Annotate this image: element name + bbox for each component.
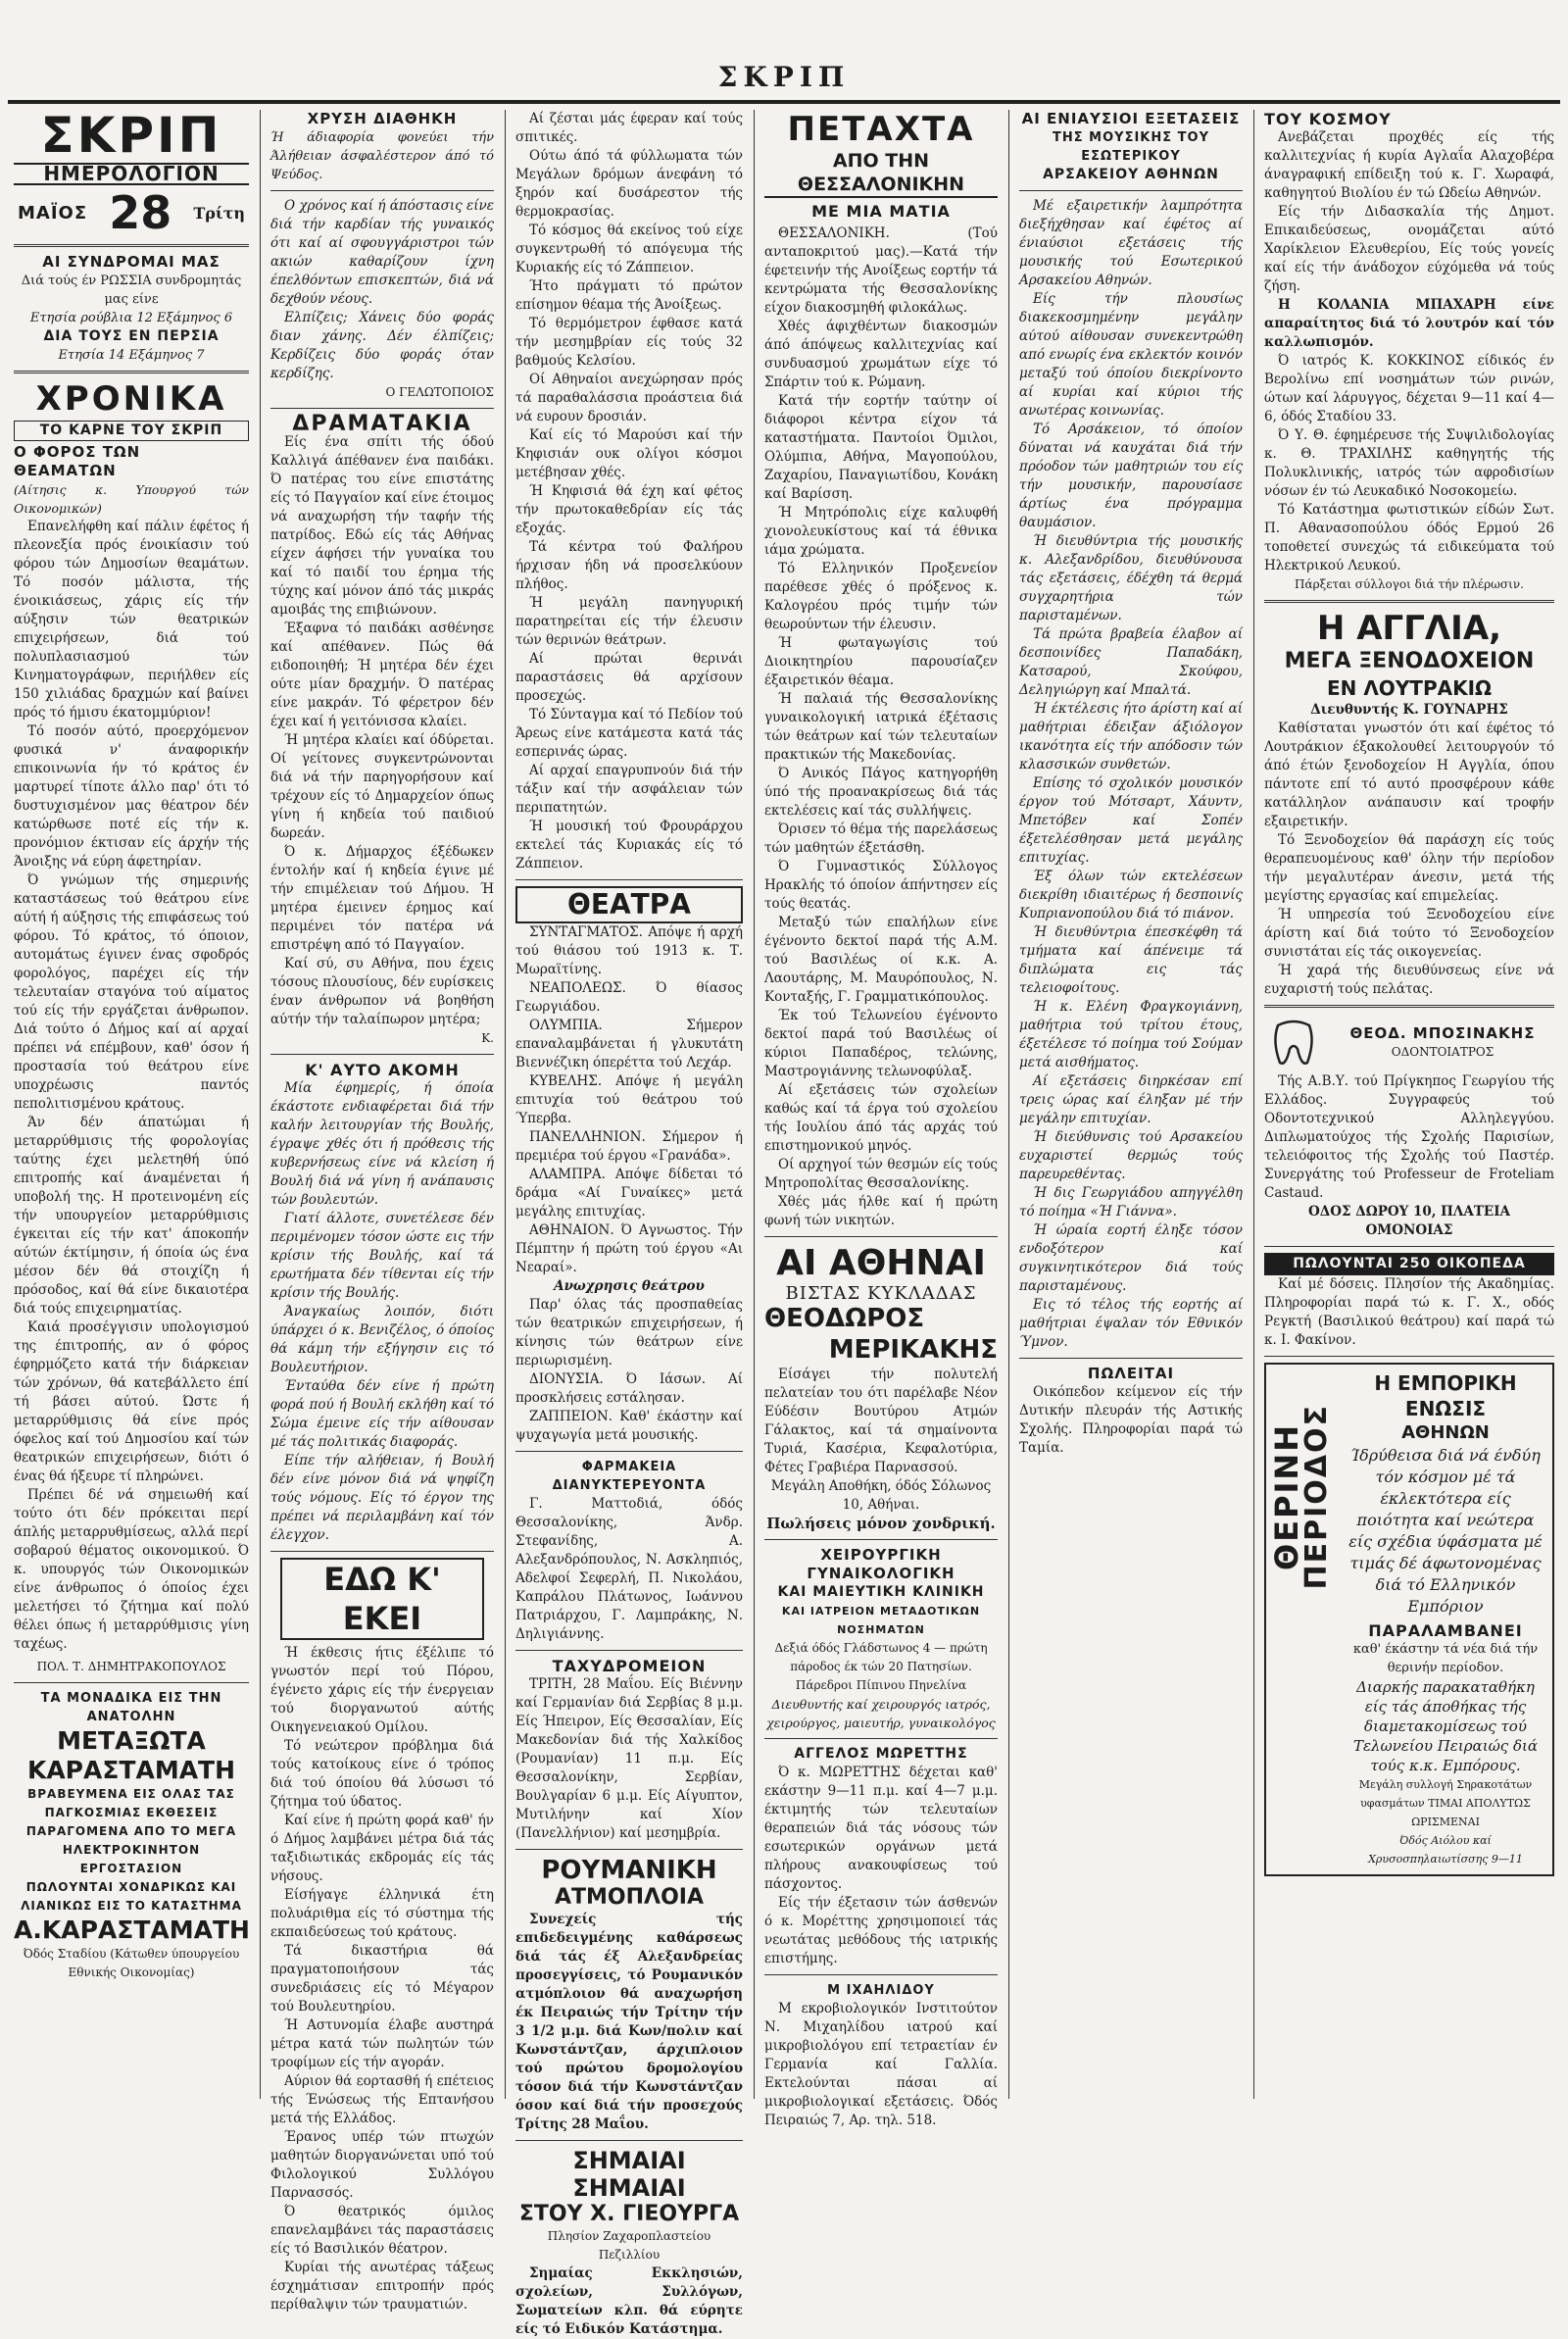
ad-address: Μεγάλη Αποθήκη, όδός Σόλωνος 10, Αθήναι. [770, 1478, 992, 1513]
article-signature: Κ. [481, 1031, 494, 1045]
subsection-title: Ανωχρησις θεάτρου [554, 1278, 705, 1294]
news-item: Η ΚΟΛΑΝΙΑ ΜΠΑΧΑΡΗ είνε απαραίτητος διά τό λουτρόν καί τόν καλλωπισμόν. [1264, 297, 1554, 350]
section-title: ΧΡΟΝΙΚΑ [35, 379, 227, 419]
news-item: Ή παλαιά τής Θεσσαλονίκης γυναικολογική ιατρικά έξέτασις τών θεάτρων καί τών τελευταίων πρακτικών τής Μακεδονίας. [764, 691, 998, 763]
ad-headline: ΠΩΛΕΙΤΑΙ [1087, 1365, 1175, 1382]
article-paragraph: Πρέπει δέ νά σημειωθή καί τούτο ότι δέν πρόκειται περί άπλής μεταρρυθμίσεως, αλλά περί σοβαρού θέματος οικονομικού. Ό κ. υπουργός τών Οικονομικών είνε άνθρωπος ό όποίος έχει μελετήσει τό ζήτημα καί πολύ θέλει όπως ή μεταρρύθμισις γίνη ταχέως. [14, 1487, 249, 1652]
ad-line: ΤΑ ΜΟΝΑΔΙΚΑ ΕΙΣ ΤΗΝ ΑΝΑΤΟΛΗΝ [40, 1691, 222, 1724]
divider [1264, 1356, 1554, 1357]
divider [515, 879, 743, 880]
ad-line: καθ' έκάστην τά νέα διά τήν θερινήν περίοδον. [1352, 1642, 1539, 1675]
ad-address: Δεξιά όδός Γλάδστωνος 4 — πρώτη πάροδος έκ τών 20 Πατησίων. Πάρεδροι Πίπινου Πηνελίνα [774, 1641, 988, 1692]
article-paragraph: Ελπίζεις; Χάνεις δύο φοράς διαν χάνης. Δέν έλπίζεις; Κερδίζεις δύο φοράς όταν κερδίζης. [270, 310, 494, 381]
column-rule [260, 110, 261, 2099]
section-title: ΔΡΑΜΑΤΑΚΙΑ [292, 412, 472, 436]
divider [14, 371, 249, 373]
news-item: ΘΕΣΣΑΛΟΝΙΚΗ. (Τού ανταποκριτού μας).—Κατά τήν έφετεινήν τής Ανοίξεως εορτήν τά κεντρώματα τής Θεσσαλονίκης είχον διακοσμηθή φιλοκάλως. [764, 225, 998, 316]
article-paragraph: Έξαφνα τό παιδάκι ασθένησε καί απέθανεν. Πώς θά ειδοποιηθή; Ή μητέρα δέν έχει ούτε μίαν δραχμήν. Ό πατέρας είνε μακράν. Τό φέρετρον δέν έχει καί ή γειτόνισσα κλαίει. [270, 621, 494, 729]
column-rule [754, 110, 755, 2099]
divider [14, 1682, 249, 1683]
news-item: Καί είς τό Μαρούσι καί τήν Κηφισιάν ουκ ολίγοι κόσμοι μετέβησαν χθές. [515, 427, 743, 480]
article-paragraph: Ή ώραία εορτή έληξε τόσον ενδοξότερον καί συγκινητικότερον διά τούς παρισταμένους. [1019, 1222, 1243, 1294]
ad-text: Συνεχείς τής επιδεδειγμένης καθάρσεως διά τάς έξ Αλεξανδρείας προσεγγίσεις, τό Ρουμανικόν ατμόπλοιον θά αναχωρήση έκ Πειραιώς τήν Τρίτην τήν 3 1/2 μ.μ. διά Κων/πολιν καί Κωνστάντζαν, άρχιπλοιον τού πρώτου δρομολογίου τόσον διά τήν Κωνστάντζαν όσον καί διά τήν προσεχούς Τρίτης 28 Μαΐου. [515, 1912, 743, 2132]
ad-headline: ΕΝ ΛΟΥΤΡΑΚΙΩ [1326, 676, 1493, 700]
ad-line: ΒΡΑΒΕΥΜΕΝΑ ΕΙΣ ΟΛΑΣ ΤΑΣ ΠΑΓΚΟΣΜΙΑΣ ΕΚΘΕΣΕΙΣ [27, 1787, 235, 1819]
divider [515, 2140, 743, 2141]
section-title: ΕΔΩ Κ' ΕΚΕΙ [280, 1558, 484, 1640]
ad-headline: ΚΑΙ ΜΑΙΕΥΤΙΚΗ ΚΛΙΝΙΚΗ [777, 1584, 985, 1600]
advertisement-merikakis [764, 1243, 998, 1533]
news-item: Οί αρχηγοί τών θεσμών είς τούς Μητροπολίτας Θεσσαλονίκης. [764, 1157, 998, 1191]
column-5 [1013, 110, 1249, 2099]
divider [515, 1451, 743, 1452]
article-paragraph: Ή δις Γεωργιάδου απηγγέλθη τό ποίημα «Ή Γιάννα». [1019, 1185, 1243, 1219]
news-item: Είς τήν Διδασκαλία τής Δημοτ. Επικαιδεύσεως, ονομάζεται αύτό Χαρίκλειον Ελευθερίου, Είς τούς γονείς καί είς τήν άνάδοχον εύχόμεθα νά τούς ζήση. [1264, 204, 1554, 294]
article-paragraph: Ή διευθύντρια έπεσκέφθη τά τμήματα καί άπένειμε τά διπλώματα εις τάς τελειοφοίτους. [1019, 924, 1243, 996]
divider [764, 1236, 998, 1237]
news-item: Ή έκθεσις ήτις έξέλιπε τό γνωστόν περί τού Πόρου, έγένετο χάρις είς τήν ένεργειαν τού διοργανωτού αύτής Οικηγενειακού Ομίλου. [270, 1645, 494, 1735]
advertisement-dentist [1264, 1014, 1554, 1072]
article-paragraph: Είς ένα σπίτι τής όδού Καλλιγά άπέθανεν ένα παιδάκι. Ό πατέρας του είνε επιστάτης είς τό Παγγαίον καί είνε έτοιμος νά αναχωρήση τήν ταφήν τής πατρίδος. Εδώ είς τάς Αθήνας είχεν άφήσει τήν γυναίκα του καί τό παιδί του έρημα τής τύχης καί μόνον άπό τάς μικράς αμοιβάς της επιβιώνουν. [270, 434, 494, 618]
divider [270, 1551, 494, 1552]
ad-headline: ΣΗΜΑΙΑΙ [572, 2147, 686, 2174]
article-paragraph: Άναγκαίως λοιπόν, διότι ύπάρχει ό κ. Βενιζέλος, ό όποίος θά κάμη τήν εξήγησιν εις τό Βουλευτήριον. [270, 1304, 494, 1375]
article-paragraph: Ή διεύθυνσις τού Αρσακείου ευχαριστεί θερμώς τούς παρευρεθέντας. [1019, 1129, 1243, 1182]
section-subtitle: ΜΕ ΜΙΑ ΜΑΤΙΑ [811, 202, 951, 221]
masthead [0, 0, 1568, 98]
ad-headline: ΡΟΥΜΑΝΙΚΗ [541, 1856, 717, 1885]
news-item: Πάρξεται σύλλογοι διά τήν πλέρωσιν. [1295, 577, 1524, 591]
article-title: ΑΡΣΑΚΕΙΟΥ ΑΘΗΝΩΝ [1043, 167, 1219, 182]
news-item: Τό νεώτερον πρόβλημα διά τούς κατοίκους είνε ό τρόπος διά τού όποίου θά λύσωσι τό ζήτημα τού ύδατος. [270, 1738, 494, 1810]
subscriptions-line: ΔΙΑ ΤΟΥΣ ΕΝ ΠΕΡΣΙΑ [43, 328, 220, 344]
subscriptions-line: Διά τούς έν ΡΩΣΣΙΑ συνδρομητάς μας είνε [21, 274, 242, 307]
article-paragraph: Ό κ. Δήμαρχος έξέδωκεν έντολήν καί ή κηδεία έγινε μέ τήν επιμέλειαν τού Δήμου. Ή μητέρα έμεινεν έρημος καί περιμένει τόν πατέρα νά επιστρέψη από τό Παγγαίον. [270, 844, 494, 953]
masthead-rule [8, 100, 1560, 104]
ad-text: Ίδρύθεισα διά νά ένδύη τόν κόσμον μέ τά έκλεκτότερα είς ποιότητα καί νεώτερα είς σχέδια ύφάσματα μέ τιμάς δέ άφωτονομένας διά τό Ελληνικόν Εμπόριον [1348, 1446, 1543, 1616]
ad-address: Πλησίον Ζαχαροπλαστείου Πεζιλλίου [547, 2229, 711, 2262]
pharmacy-list: Γ. Ματτοδιά, όδός Θεσσαλονίκης, Άνδρ. Στεφανίδης, Α. Αλεξανδρόπουλος, Ν. Ασκληπιός, Αδελφοί Σεφερλή, Π. Νικολάου, Καπράλου Πλάτωνος, Ιωάννου Πατριάρχου, Γ. Λαμπράκης, Ν. Δηλιγιάννης. [515, 1496, 743, 1642]
news-item: Ανεβάζεται προχθές είς τής καλλιτεχνίας ή κυρία Αγλαΐα Αλαχοβέρα άναγραφική επίδειξη τού κ. Γ. Χωραφά, καθηγητού Βιολίου έν τώ Ωδείω Αθηνών. [1264, 129, 1554, 201]
news-item: Ήτο πράγματι τό πρώτον επίσημον θέαμα τής Άνοίξεως. [515, 278, 743, 313]
ad-text: Μ εκροβιολογικόν Ινστιτούτον Ν. Μιχαηλίδου ιατρού καί μικροβιολόγου επί τετραετίαν έν Γερμανία καί Γαλλία. Εκτελούνται πάσαι αί μικροβιολογικαί εξετάσεις. Όδός Πειραιώς 7, Αρ. τηλ. 518. [764, 2001, 998, 2128]
divider [764, 1738, 998, 1739]
article-paragraph: Μέ εξαιρετικήν λαμπρότητα διεξήχθησαν καί έφέτος αί ένιαύσιοι εξετάσεις τής μουσικής τού Εσωτερικού Αρσακείου Αθηνών. [1019, 198, 1243, 288]
ad-headline: Η ΕΜΠΟΡΙΚΗ ΕΝΩΣΙΣ [1374, 1371, 1517, 1420]
section-title: ΤΟΥ ΚΟΣΜΟΥ [1264, 110, 1392, 128]
advertisement-karastamati [14, 1689, 249, 1982]
column-1 [8, 107, 255, 2099]
divider [14, 244, 249, 247]
ad-brand: ΣΤΟΥ Χ. ΓΙΕΟΥΡΓΑ [518, 2202, 740, 2226]
theater-listing: ΣΥΝΤΑΓΜΑΤΟΣ. Απόψε ή αρχή τού θιάσου τού 1913 κ. Τ. Μωραϊτίνης. [515, 924, 743, 977]
news-item: Αί αρχαί επαγρυπνούν διά τήν τάξιν καί τήν ασφάλειαν τών περιπατητών. [515, 763, 743, 816]
news-item: Ό θεατρικός όμιλος επανελαμβάνει τάς παραστάσεις είς τό Βασιλικόν θέατρον. [270, 2204, 494, 2257]
article-paragraph: Εις τό τέλος τής εορτής αί μαθήτριαι έψαλαν τόν Εθνικόν Ύμνον. [1019, 1297, 1243, 1350]
ad-headline: ΠΑΡΑΛΑΜΒΑΝΕΙ [1368, 1621, 1523, 1640]
theater-listing: ΑΘΗΝΑΙΟΝ. Ό Αγνωστος. Τήν Πέμπτην ή πρώτη τού έργου «Αι Νεαραί». [515, 1222, 743, 1275]
subscriptions-line: Ετησία ρούβλια 12 Εξάμηνος 6 [29, 311, 233, 325]
news-item: Αί ζέσται μάς έφεραν καί τούς σπιτικές. [515, 111, 743, 145]
news-item: Τά κέντρα τού Φαλήρου ήρχισαν ήδη νά προσελκύουν πλήθος. [515, 539, 743, 592]
article-signature: Ο ΓΕΛΩΤΟΠΟΙΟΣ [385, 385, 494, 399]
ad-address: ΟΔΟΣ ΔΩΡΟΥ 10, ΠΛΑΤΕΙΑ ΟΜΟΝΟΙΑΣ [1308, 1204, 1510, 1238]
news-item: Αί εξετάσεις τών σχολείων καθώς καί τά έργα τού σχολείου τής Ιουλίου άπό τάς αρχάς τού επιστημονικού μηνός. [764, 1082, 998, 1154]
article-paragraph: Είπε τήν αλήθειαν, ή Βουλή δέν είνε μόνον διά νά ψηφίζη τούς νόμους. Είς τό έργον της πρέπει νά περιλαμβάνη καί τόν έλεγχον. [270, 1453, 494, 1543]
divider [764, 1974, 998, 1975]
divider [1264, 1005, 1554, 1008]
ad-address: Όδός Αιόλου καί Χρυσοσπηλαιωτίσσης 9—11 [1368, 1834, 1523, 1866]
article-paragraph: Γιατί άλλοτε, συνετέλεσε δέν περιμένομεν τόσον ώστε εις τήν κρίσιν τής Βουλής, καί τά ερωτήματα δέν τίθενται είς τήν κρίσιν τής Βουλής. [270, 1211, 494, 1301]
ad-address: Όδός Σταδίου (Κάτωθεν ύπουργείου Εθνικής Οικονομίας) [23, 1947, 240, 1979]
news-item: Ό Ανικός Πάγος κατηγορήθη ύπό τής προανακρίσεως διά τάς εκτελέσεις καί τάς συλλήψεις. [764, 766, 998, 819]
news-item: Αύριον θά εορτασθή ή επέτειος τής Ένώσεως τής Επτανήσου μετά τής Ελλάδος. [270, 2073, 494, 2126]
article-paragraph: Ή μητέρα κλαίει καί όδύρεται. Οί γείτονες συγκεντρώνονται διά νά τήν παρηγορήσουν καί τρέχουν είς τό Δημαρχείον όπως γίνη ή κηδεία τού παιδιού δωρεάν. [270, 732, 494, 841]
section-title: ΧΡΥΣΗ ΔΙΑΘΗΚΗ [307, 110, 458, 127]
news-item: Τό θερμόμετρον έφθασε κατά τήν μεσημβρίαν είς τούς 32 βαθμούς Κελσίου. [515, 316, 743, 369]
divider [515, 1650, 743, 1651]
column-3 [510, 110, 749, 2337]
ad-text: Οικόπεδον κείμενον είς τήν Δυτικήν πλευράν τής Αστικής Σχολής. Πληροφορίαι παρά τώ Ταμία. [1019, 1384, 1243, 1456]
section-title: ΦΑΡΜΑΚΕΙΑ ΔΙΑΝΥΚΤΕΡΕΥΟΝΤΑ [552, 1460, 707, 1493]
ad-brand: ΜΕΡΙΚΑΚΗΣ [828, 1335, 998, 1365]
ad-text: Σημαίας Εκκλησιών, σχολείων, Συλλόγων, Σωματείων κλπ. θά εύρητε είς τό Ειδικόν Κατάστημα. [515, 2265, 743, 2337]
tooth-icon [1264, 1014, 1323, 1072]
advertisement-emporiki [1264, 1363, 1554, 1876]
ad-vertical-label: ΘΕΡΙΝΗ [1268, 1423, 1305, 1570]
article-paragraph: Ο χρόνος καί ή άπόστασις είνε διά τήν καρδίαν τής γυναικός ότι καί αί σφουγγάριστροι τών ακιών καθαρίζουν ίχνη έπελθόντων επισκεπτών, διά νά δεχθούν νέους. [270, 198, 494, 307]
column-4 [759, 110, 1004, 2128]
ad-headline: ΜΕΤΑΞΩΤΑ ΚΑΡΑΣΤΑΜΑΤΗ [26, 1726, 236, 1784]
article-paragraph: Τό ποσόν αύτό, προερχόμενον φυσικά ν' άναφορικήν επικοινωνία ήν τό κράτος έν μαρτυρεί τίποτε άλλο παρ' ότι τό δυστυχισμένον μας θέατρον δέν κατώρθωσε ποτέ είς τήν κ. προνόμιον έκτισαν είς άρχήν τής Άνοιξης νά εύρη άφετηρίαν. [14, 723, 249, 870]
news-item: Ή μουσική τού Φρουράρχου εκτελεί τάς Κυριακάς είς τό Ζάππειον. [515, 819, 743, 871]
ad-headline: Η ΑΓΓΛΙΑ, [1316, 609, 1502, 648]
article-paragraph: Μία έφημερίς, ή όποία έκάστοτε ενδιαφέρεται διά τήν καλήν λειτουργίαν τής Βουλής, έγραψε χθές ότι ή πρόθεσις τής κυβερνήσεως είνε νά κλείση ή Βουλή διά νά γίνη ή ανάπαυσις τών βουλευτών. [270, 1080, 494, 1208]
ad-brand: ΘΕΟΔΩΡΟΣ [764, 1304, 925, 1333]
ad-line: ΒΙΣΤΑΣ ΚΥΚΛΑΔΑΣ [785, 1283, 977, 1304]
divider [1019, 1358, 1243, 1359]
article-paragraph: Έξ όλων τών εκτελέσεων διεκρίθη ιδιαιτέρως ή δεσποινίς Κυπριανοπούλου διά τό πιάνον. [1019, 869, 1243, 921]
article-paragraph: Καιά προσέγγισιν υπολογισμού της έπιτροπής, αν ό φόρος έφηρμόζετο κατά τήν διάρκειαν τών χρόνων, θά κατεβάλλετο έπί τή βάσει αύτού. Ώστε ή μεταρρύθμισις θά είνε πρός όφελος καί τού Δημοσίου καί τών θεατρικών επιχειρήσεων, διότι ό ένας θά ήξευρε τί πληρώνει. [14, 1319, 249, 1484]
news-item: Κατά τήν εορτήν ταύτην οί διάφοροι κέντρα είχον τά καταστήματα. Παντοίοι Όμιλοι, Ολύμπια, Αθήνα, Μαγοπούλου, Ζαχαρίου, Παναγιωτίδου, Κονάκη καί Βαρίσση. [764, 393, 998, 502]
article-paragraph: Ό γνώμων τής σημερινής καταστάσεως τού θεάτρου είνε αύτή ή αύξησις τής επιφάσεως τού φόρου. Τό κράτος, τό όποιον, αυτομάτως έγινεν ένας σφοδρός φορολόγος, παρέχει είς τήν τελευταίαν σταγόνα τού αίματος τού είς τήν εργάζεται άνθρωπον. Διά τούτο ό Δήμος καί αί αρχαί πρέπει νά επέμβουν, καθ' όσον ή προστασία τού θεάτρου είνε υποχρέωσις παντός πεπολιτισμένου κράτους. [14, 872, 249, 1112]
ad-text: Είς τήν έξετασιν τών άσθενών ό κ. Μορέττης χρησιμοποιεί τάς νεωτάτας μεθόδους τής ιατρικής επιστήμης. [764, 1895, 998, 1966]
ad-line: Πωλήσεις μόνον χονδρική. [766, 1515, 996, 1532]
news-item: Ό ιατρός Κ. ΚΟΚΚΙΝΟΣ είδικός έν Βερολίνω επί νοσημάτων τών ρινών, ώτων καί λάρυγγος, δέχεται 9—11 καί 4—6, όδός Σταδίου 33. [1264, 353, 1554, 424]
date-block [14, 187, 249, 238]
theater-listing: ΑΛΑΜΠΡΑ. Απόψε δίδεται τό δράμα «Αί Γυναίκες» μετά μεγάλης επιτυχίας. [515, 1167, 743, 1219]
section-subtitle: ΑΠΟ ΤΗΝ ΘΕΣΣΑΛΟΝΙΚΗΝ [764, 149, 998, 198]
column-2 [265, 110, 500, 2313]
divider [1264, 1246, 1554, 1247]
ad-line: Μεγάλη συλλογή Σηρακοτάτων υφασμάτων ΤΙΜΑΙ ΑΠΟΛΥΤΩΣ ΩΡΙΣΜΕΝΑΙ [1358, 1778, 1533, 1828]
date-day: 28 [109, 186, 172, 239]
news-item: Χθές μάς ήλθε καί ή πρώτη φωνή τών νικητών. [764, 1194, 998, 1228]
ad-vertical-label: ΠΕΡΙΟΔΟΣ [1299, 1404, 1334, 1590]
ad-text: Καθίσταται γνωστόν ότι καί έφέτος τό Λουτράκιον έξακολουθεί λειτουργούν τό άπό έτών ξενοδοχείον Η Αγγλία, όπου πάντοτε επί τό αυτό προσφέρουν κάθε κατάλληλον ανάπαυσιν καί τροφήν εξαιρετικήν. [1264, 721, 1554, 829]
divider [1019, 190, 1243, 191]
ad-headline: Μ ΙΧΑΗΛΙΔΟΥ [827, 1983, 935, 1998]
ad-headline: ΣΗΜΑΙΑΙ [572, 2174, 686, 2202]
news-item: Αί πρώται θερινάι παραστάσεις θά αρχίσουν προσεχώς. [515, 651, 743, 704]
section-title: Κ' ΑΥΤΟ ΑΚΟΜΗ [305, 1061, 460, 1079]
news-item: Τά δικαστήρια θά πραγματοποιήσουν τάς συνεδριάσεις είς τό Μέγαρον τού Βουλευτηρίου. [270, 1943, 494, 2015]
column-title: ΤΟ ΚΑΡΝΕ ΤΟΥ ΣΚΡΙΠ [14, 421, 249, 441]
article-paragraph: Ή έκτέλεσις ήτο άρίστη καί αί μαθήτριαι έδειξαν άξιόλογον ικανότητα είς τήν απόδοσιν τών κλασσικών συνθετών. [1019, 701, 1243, 772]
section-title: ΘΕΑΤΡΑ [515, 886, 743, 923]
ad-line: ΚΑΙ ΙΑΤΡΕΙΟΝ ΜΕΤΑΔΟΤΙΚΩΝ ΝΟΣΗΜΑΤΩΝ [781, 1605, 981, 1636]
ad-text: Ή υπηρεσία τού Ξενοδοχείου είνε άρίστη καί διά τούτο τό Ξενοδοχείον συνιστάται είς τάς οικογενείας. [1264, 907, 1554, 960]
ad-text: Διαρκής παρακαταθήκη είς τάς άποθήκας τής διαμετακομίσεως τού Τελωνείου Πειραιώς διά τούς κ.κ. Εμπόρους. [1352, 1678, 1539, 1774]
news-item: Μεταξύ τών επαλήλων είνε έγένοντο δεκτοί παρά τής Α.Μ. τού Βασιλέως οί κ.κ. Α. Λαουτάρης, Μ. Μαυρόπουλος, Ν. Κονταξής, Γ. Γραμματικόπουλος. [764, 915, 998, 1005]
divider [270, 408, 494, 409]
theater-listing: ΟΛΥΜΠΙΑ. Σήμερον επαναλαμβάνεται ή γλυκυτάτη Βιεννέζικη όπερέττα τού Λεχάρ. [515, 1018, 743, 1070]
news-item: Ή Κηφισιά θά έχη καί φέτος τήν πρωτοκαθεδρίαν είς τάς εξοχάς. [515, 483, 743, 536]
article-subtitle: (Αίτησις κ. Υπουργού τών Οικονομικών) [14, 482, 249, 516]
ad-headline: ΑΓΓΕΛΟΣ ΜΩΡΕΤΤΗΣ [794, 1746, 968, 1762]
ad-text: Ή χαρά τής διευθύνσεως είνε νά ευχαριστή τούς πελάτας. [1264, 963, 1554, 997]
date-month: ΜΑΪΟΣ [18, 202, 88, 224]
divider [764, 1539, 998, 1540]
article-signature: ΠΟΛ. Τ. ΔΗΜΗΤΡΑΚΟΠΟΥΛΟΣ [36, 1660, 226, 1673]
article-paragraph: Αί εξετάσεις διηρκέσαν επί τρεις ώρας καί έληξαν μέ τήν μεγάλην επιτυχίαν. [1019, 1073, 1243, 1126]
theater-listing: ΠΑΝΕΛΛΗΝΙΟΝ. Σήμερον ή πρεμιέρα τού έργου «Γρανάδα». [515, 1129, 743, 1164]
news-item: Τό Κατάστημα φωτιστικών είδών Σωτ. Π. Αθανασοπούλου όδός Ερμού 26 τοποθετεί συνεχώς τά ειδικεύματα τού Ηλεκτρικού Λευκού. [1264, 502, 1554, 573]
theater-listing: ΝΕΑΠΟΛΕΩΣ. Ό θίασος Γεωργιάδου. [515, 980, 743, 1015]
news-item: Ή μεγάλη πανηγυρική παρατηρείται είς τήν έλευσιν τών θερινών θεάτρων. [515, 595, 743, 648]
ad-text: Τό Ξενοδοχείον θά παράσχη είς τούς θεραπευομένους καθ' όλην τήν περίοδον τήν μεγαλυτέραν άνεσιν, μετά τής μεγίστης εργασίας καί επιμελείας. [1264, 832, 1554, 904]
ad-text: Ό κ. ΜΩΡΕΤΤΗΣ δέχεται καθ' εκάστην 9—11 π.μ. καί 4—7 μ.μ. έκτιμητής τών τελευταίων θεραπειών διά τάς νόσους τών εσωτερικών οργάνων μετά πλήρους ανακουφίσεως τού πάσχοντος. [764, 1765, 998, 1892]
article-title: Ο ΦΟΡΟΣ ΤΩΝ ΘΕΑΜΑΤΩΝ [14, 443, 141, 479]
news-item: Ή Μητρόπολις είχε καλυφθή χιονολευκίστους καί τά έθνικα ιάμα χρώματα. [764, 505, 998, 558]
news-item: Τό Ελληνικόν Προξενείον παρέθεσε χθές ό πρόξενος κ. Καλογρέου πρός τιμήν τών θεωρούντων τήν έλευσιν. [764, 561, 998, 632]
article-paragraph: Ή διευθύντρια τής μουσικής κ. Αλεξανδρίδου, διευθύνουσα τάς εξετάσεις, έδέχθη τά θερμά συγχαρητήρια τών παρισταμένων. [1019, 533, 1243, 623]
ad-line: ΠΩΛΟΥΝΤΑΙ ΧΟΝΔΡΙΚΩΣ ΚΑΙ ΛΙΑΝΙΚΩΣ ΕΙΣ ΤΟ ΚΑΤΑΣΤΗΜΑ [21, 1880, 242, 1913]
section-title: ΠΕΤΑΧΤΑ [787, 110, 975, 149]
ad-headline: ΜΕΓΑ ΞΕΝΟΔΟΧΕΙΟΝ [1284, 649, 1535, 673]
column-rule [1008, 110, 1009, 2099]
ad-text: Τής Α.Β.Υ. τού Πρίγκηπος Γεωργίου τής Ελλάδος. Συγγραφεύς τού Οδοντοτεχνικού Αλληλεγγύου. Διπλωματούχος τής Σχολής Παρισίων, τελειόφοιτος τής Σχολής τού Παστέρ. Συνεργάτης τού Professeur de Froteliam Castaud. [1264, 1073, 1554, 1201]
ad-text: Είσάγει τήν πολυτελή πελατείαν του ότι παρέλαβε Νέον Εύδέσιν Βουτύρου Ατμών Γάλακτος, καί τά σημαίνοντα Τυριά, Κασέρια, Κεφαλοτύρια, Φέτες Γραβιέρα Παρνασσού. [764, 1367, 998, 1475]
ad-headline: ΘΕΟΔ. ΜΠΟΣΙΝΑΚΗΣ [1349, 1024, 1536, 1042]
ad-text: Καί μέ δόσεις. Πλησίον τής Ακαδημίας. Πληροφορίαι παρά τώ κ. Γ. Χ., οδός Ρεγκτή (Βασιλικού θεάτρου) καί παρά τώ κ. Ι. Φακίνον. [1264, 1276, 1554, 1348]
ad-headline: ΑΙ ΑΘΗΝΑΙ [776, 1243, 986, 1283]
ad-line: Διευθυντής Κ. ΓΟΥΝΑΡΗΣ [1310, 702, 1508, 718]
article-paragraph: Είς τήν πλουσίως διακεκοσμημένην μεγάλην αύτού αίθουσαν συνεκεντρώθη από ενωρίς ένα εκλεκτόν κοινόν μεταξύ τού όποίου διεκρίνοντο αί κυρίαι καί κύριοι τής ανωτέρας κοινωνίας. [1019, 291, 1243, 419]
divider [1264, 600, 1554, 603]
column-6 [1258, 110, 1560, 2099]
ad-headline: ΑΘΗΝΩΝ [1401, 1422, 1490, 1443]
article-paragraph: Επίσης τό σχολικόν μουσικόν έργον τού Μότσαρτ, Χάυντν, Μπετόβεν καί Σοπέν έξετελέσθησαν μετά μεγάλης επιτυχίας. [1019, 775, 1243, 866]
ad-headline: ΧΕΙΡΟΥΡΓΙΚΗ ΓΥΝΑΙΚΟΛΟΓΙΚΗ [807, 1546, 956, 1582]
theater-listing: ΔΙΟΝΥΣΙΑ. Ό Ιάσων. Αί προσκλήσεις εστάλησαν. [515, 1371, 743, 1406]
article-paragraph: Καί σύ, συ Αθήνα, που έχεις τόσους πλουσίους, δέν ευρίσκεις έναν άνθρωπον νά βοηθήση αύτήν τήν ταλαίπωρον μητέρα; [270, 956, 494, 1027]
news-item: Χθές άφιχθέντων διακοσμών άπό άπόψεως καλλιτεχνίας καί συνδυασμού χρωμάτων είχε τό Σπάρτιν τού κ. Ρώμανη. [764, 319, 998, 390]
ad-line: ΟΔΟΝΤΟΙΑΤΡΟΣ [1391, 1045, 1494, 1059]
ad-brand: Α.ΚΑΡΑΣΤΑΜΑΤΗ [14, 1916, 250, 1944]
date-weekday: Τρίτη [193, 203, 245, 223]
theater-listing: ΚΥΒΕΛΗΣ. Απόψε ή μεγάλη επιτυχία τού θεάτρου τού Ύπερβα. [515, 1073, 743, 1126]
news-item: Κυρίαι τής ανωτέρας τάξεως έσχημάτισαν επιτροπήν πρός περίθαλψιν τών τραυματιών. [270, 2260, 494, 2313]
section-title: ΤΑΧΥΔΡΟΜΕΙΟΝ [552, 1657, 707, 1675]
post-schedule: ΤΡΙΤΗ, 28 Μαΐου. Είς Βιέννην καί Γερμανίαν διά Σερβίας 8 μ.μ. Είς Ήπειρον, Είς Θεσσαλίαν, Είς Μακεδονίαν διά τής Χαλκίδος (Ρουμανίαν) 11 π.μ. Είς Θεσσαλονίκην, Σερβίαν, Βουλγαρίαν 6 μ.μ. Είς Αίγυπτον, Μυτιλήνην καί Χίον (Πανελλήνιον) καί μεσημβρία. [515, 1676, 743, 1841]
article-paragraph: Άν δέν άπατώμαι ή μεταρρύθμισις τής φορολογίας ταύτης έχει μελετηθή ύπό επιτροπής καί άναμένεται ή υποβολή της. Η προτεινομένη είς τήν υπουργείον μεταρρύθμισις έγκειται είς τήν κατ' άποκοπήν αύτών έκτίμησιν, ή όποία ώς ένα μέσον δέν θά στοιχίζη ή πρόσοδος, καί θά είνε δικαιοτέρα διά τούς επιχειρηματίας. [14, 1115, 249, 1317]
logo: ΣΚΡΙΠ [40, 107, 222, 164]
divider [270, 1054, 494, 1055]
news-item: Ούτω άπό τά φύλλωματα τών Μεγάλων δρόμων άνεφάνη τό ξηρόν καί δυσάρεστον τής θερμοκρασίας. [515, 148, 743, 220]
subscriptions-line: Ετησία 14 Εξάμηνος 7 [58, 348, 205, 363]
article-title: ΤΗΣ ΜΟΥΣΙΚΗΣ ΤΟΥ ΕΣΩΤΕΡΙΚΟΥ [1053, 130, 1209, 164]
article-paragraph: Τό Αρσάκειον, τό όποίον δύναται νά καυχάται διά τήν πρόοδον τών μαθητριών του είς τήν μουσικήν, παρουσίασε άρτίως ένα πρόγραμμα θαυμάσιον. [1019, 422, 1243, 530]
news-item: Καί είνε ή πρώτη φορά καθ' ήν ό Δήμος λαμβάνει μέτρα διά τάς ταξιδιωτικάς εκδρομάς είς τάς νήσους. [270, 1813, 494, 1884]
masthead-title: ΣΚΡΙΠ [717, 61, 851, 93]
advertisement-clinic [764, 1546, 998, 1732]
news-item: Τό κόσμος θά εκείνος τού είχε συγκεντρωθή τό απόγευμα τής Κυριακής είς τό Ζάππειον. [515, 223, 743, 275]
advertisement-anglia-hotel [1264, 609, 1554, 999]
news-item: Είσήγαγε έλληνικά έτη πολυάριθμα είς τό σύστημα τής εκπαιδεύσεως τού κράτους. [270, 1887, 494, 1940]
news-item: Ό Γυμναστικός Σύλλογος Ηρακλής τό όποίον άπήντησεν είς τούς θεατάς. [764, 859, 998, 912]
divider [270, 190, 494, 191]
quote: Ή άδιαφορία φονεύει τήν Άλήθειαν άσφαλέστερον άπό τό Ψεύδος. [270, 130, 494, 182]
article-paragraph: Ή κ. Ελένη Φραγκογιάννη, μαθήτρια τού τρίτου έτους, έξετέλεσε τό ποίημα τού Σούμαν μετά αισθήματος. [1019, 999, 1243, 1070]
news-item: Ή Αστυνομία έλαβε αυστηρά μέτρα κατά τών πωλητών τών τροφίμων είς τήν αγοράν. [270, 2017, 494, 2070]
news-item: Ό Υ. Θ. έφημέρευσε τής Συψιλιδολογίας κ. Θ. ΤΡΑΧΙΛΗΣ καθηγητής τής Πολυκλινικής, ιατρός τών αφροδισίων νόσων έν τώ Λευκαδικό Νοσοκομείω. [1264, 427, 1554, 499]
subscriptions-title: ΑΙ ΣΥΝΔΡΟΜΑΙ ΜΑΣ [42, 253, 220, 271]
ad-line: Διευθυντής καί χειρουργός ιατρός, χειρούργος, μαιευτήρ, γυναικολόγος [766, 1697, 996, 1730]
column-rule [1253, 110, 1254, 2099]
theater-listing: ΖΑΠΠΕΙΟΝ. Καθ' έκάστην καί ψυχαγωγία μετά μουσικής. [515, 1409, 743, 1443]
article-title: ΑΙ ΕΝΙΑΥΣΙΟΙ ΕΞΕΤΑΣΕΙΣ [1021, 110, 1241, 127]
news-item: Έρανος υπέρ τών πτωχών μαθητών διοργανώνεται υπό τού Φιλολογικού Συλλόγου Παρνασσός. [270, 2129, 494, 2201]
divider [515, 1849, 743, 1850]
calendar-title: ΗΜΕΡΟΛΟΓΙΟΝ [14, 163, 249, 185]
article-paragraph: Τά πρώτα βραβεία έλαβον αί δεσποινίδες Παπαδάκη, Κατσαρού, Σκούφου, Δεληγιώργη καί Μπαλτά. [1019, 626, 1243, 698]
news-item: Τό Σύνταγμα καί τό Πεδίον τού Άρεως είνε κατάμεστα κατά τάς εσπερινάς ώρας. [515, 707, 743, 760]
theater-listing: Παρ' όλας τάς προσπαθείας τών θεατρικών επιχειρήσεων, ή κίνησις τών θεάτρων είνε περιωρισμένη. [515, 1297, 743, 1369]
ad-headline: ΠΩΛΟΥΝΤΑΙ 250 ΟΙΚΟΠΕΔΑ [1264, 1253, 1554, 1275]
article-paragraph: Ένταύθα δέν είνε ή πρώτη φορά πού ή Βουλή εκλήθη καί τό Σώμα έμεινε είς τήν αίθουσαν μέ τάς πολιτικάς διαφοράς. [270, 1378, 494, 1450]
news-item: Όρισεν τό θέμα τής παρελάσεως τών μαθητών έξετάσθη. [764, 821, 998, 856]
ad-headline: ΑΤΜΟΠΛΟΙΑ [555, 1885, 704, 1910]
news-item: Οί Αθηναίοι ανεχώρησαν πρός τά παραθαλάσσια προάστεια διά νά ευρουν δροσιάν. [515, 372, 743, 424]
ad-line: ΠΑΡΑΓΟΜΕΝΑ ΑΠΟ ΤΟ ΜΕΓΑ ΗΛΕΚΤΡΟΚΙΝΗΤΟΝ ΕΡΓΟΣΤΑΣΙΟΝ [25, 1824, 237, 1875]
article-paragraph: Επανελήφθη καί πάλιν έφέτος ή πλεονεξία πρός ένοικίασιν τού φόρου τών Δημοσίων θεαμάτων. Τό ποσόν μάλιστα, τής ένοικιάσεως, χάρις είς τήν αύξησιν τών θεατρικών επιχειρήσεων, διά τού πολυπλασιασμού τών Κινηματογράφων, περιήλθεν είς 150 χιλιάδας δραχμών καί βαίνει πρός τό ήμισυ έκατομμύριον! [14, 519, 249, 721]
news-item: Ή φωταγωγίσις τού Διοικητηρίου παρουσίαζεν έξαιρετικόν θέαμα. [764, 635, 998, 688]
news-item: Έκ τού Τελωνείου έγένοντο δεκτοί παρά τού Βασιλέως οί κύριοι Παπαδέρος, τελώνης, Μαστρογιάννης τελωνοφύλαξ. [764, 1008, 998, 1079]
column-rule [505, 110, 506, 2099]
